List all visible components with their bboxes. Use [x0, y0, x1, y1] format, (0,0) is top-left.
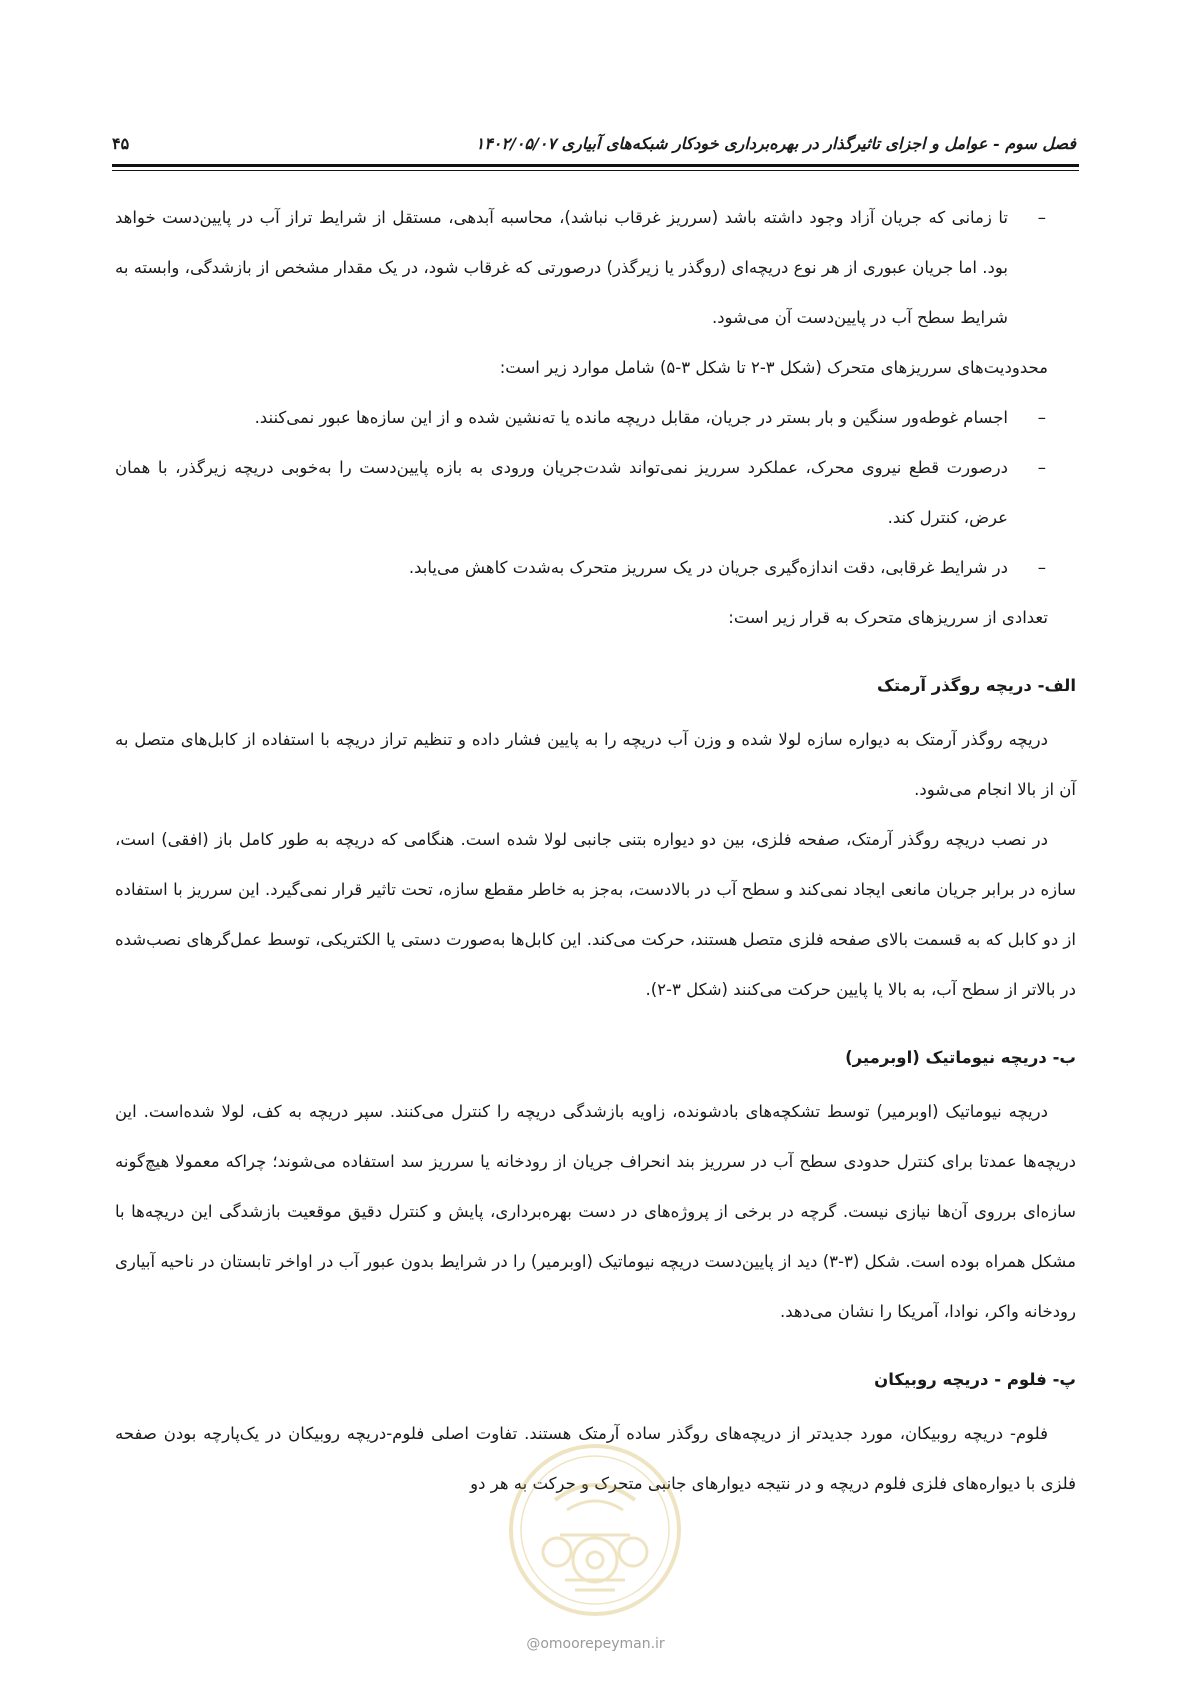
paragraph: فلوم- دریچه روبیکان، مورد جدیدتر از دریچه‌های روگذر ساده آرمتک هستند. تفاوت اصلی فلوم-دریچه روبیکان در یک‌پارچه بودن صفحه فلزی با دیواره‌های فلزی فلوم دریچه و در نتیجه دیوارهای جانبی متحرک و حرکت به هر دو	[115, 1424, 1076, 1493]
section-heading-a: الف- دریچه روگذر آرمتک	[876, 676, 1076, 695]
bullet-text: اجسام غوطه‌ور سنگین و بار بستر در جریان، مقابل دریچه مانده یا ته‌نشین شده و از این سازه‌ها عبور نمی‌کنند.	[254, 408, 1008, 427]
paragraph: دریچه روگذر آرمتک به دیواره سازه لولا شده و وزن آب دریچه را به پایین فشار داده و تنظیم تراز دریچه با استفاده از کابل‌های متصل به آن از بالا انجام می‌شود.	[115, 730, 1076, 799]
bullet-item	[115, 543, 1076, 593]
header-rule-thick	[112, 164, 1079, 167]
chapter-title: فصل سوم - عوامل و اجزای تاثیرگذار در بهره‌برداری خودکار شبکه‌های آبیاری ۱۴۰۲/۰۵/۰۷	[475, 133, 1076, 153]
bullet-text: تا زمانی که جریان آزاد وجود داشته باشد (سرریز غرقاب نباشد)، محاسبه آبدهی، مستقل از شرایط تراز آب در پایین‌دست خواهد بود. اما جریان عبوری از هر نوع دریچه‌ای (روگذر یا زیرگذر) درصورتی که غرقاب شود، در یک مقدار مشخص از بازشدگی، وابسته به شرایط سطح آب در پایین‌دست آن می‌شود.	[115, 208, 1008, 327]
bullet-item	[115, 193, 1076, 343]
limits-intro: محدودیت‌های سرریزهای متحرک (شکل ۳-۲ تا شکل ۳-۵) شامل موارد زیر است:	[499, 358, 1048, 377]
section-heading-b: ب- دریچه نیوماتیک (اوبرمیر)	[845, 1048, 1076, 1067]
paragraph: در نصب دریچه روگذر آرمتک، صفحه فلزی، بین دو دیواره بتنی جانبی لولا شده است. هنگامی که دریچه به طور کامل باز (افقی) است، سازه در برابر جریان مانعی ایجاد نمی‌کند و سطح آب در بالادست، به‌جز به خاطر مقطع سازه، تحت تاثیر قرار نمی‌گیرد. این سرریز با استفاده از دو کابل که به قسمت بالای صفحه فلزی متصل هستند، حرکت می‌کند. این کابل‌ها به‌صورت دستی یا الکتریکی، توسط عمل‌گرهای نصب‌شده در بالاتر از سطح آب، به بالا یا پایین حرکت می‌کنند (شکل ۳-۲).	[115, 830, 1076, 999]
page-number: ۴۵	[112, 133, 130, 153]
bullet-text: در شرایط غرقابی، دقت اندازه‌گیری جریان در یک سرریز متحرک به‌شدت کاهش می‌یابد.	[408, 558, 1008, 577]
body-text	[115, 193, 1076, 1509]
bullet-dash: –	[1037, 408, 1046, 427]
bullet-item	[115, 443, 1076, 543]
bullet-dash: –	[1037, 458, 1046, 477]
section-heading-c: پ- فلوم - دریچه روبیکان	[874, 1370, 1076, 1389]
types-intro: تعدادی از سرریزهای متحرک به قرار زیر است:	[728, 608, 1048, 627]
watermark-url: @omoorepeyman.ir	[526, 1636, 665, 1652]
bullet-item	[115, 393, 1076, 443]
bullet-text: درصورت قطع نیروی محرک، عملکرد سرریز نمی‌تواند شدت‌جریان ورودی به بازه پایین‌دست را به‌خوبی دریچه زیرگذر، با همان عرض، کنترل کند.	[115, 458, 1008, 527]
bullet-dash: –	[1037, 558, 1046, 577]
bullet-dash: –	[1037, 208, 1046, 227]
paragraph: دریچه نیوماتیک (اوبرمیر) توسط تشکچه‌های بادشونده، زاویه بازشدگی دریچه را کنترل می‌کنند. سپر دریچه به کف، لولا شده‌است. این دریچه‌ها عمدتا برای کنترل حدودی سطح آب در سرریز بند انحراف جریان از رودخانه یا سرریز سد استفاده می‌شوند؛ چراکه معمولا هیچ‌گونه سازه‌ای برروی آن‌ها نیازی نیست. گرچه در برخی از پروژه‌های در دست بهره‌برداری، پایش و کنترل دقیق موقعیت بازشدگی این دریچه‌ها با مشکل همراه بوده است. شکل (۳-۳) دید از پایین‌دست دریچه نیوماتیک (اوبرمیر) را در شرایط بدون عبور آب در اواخر تابستان در ناحیه آبیاری رودخانه واکر، نوادا، آمریکا را نشان می‌دهد.	[115, 1102, 1076, 1321]
running-header	[112, 128, 1076, 158]
header-rule-thin	[112, 170, 1079, 171]
